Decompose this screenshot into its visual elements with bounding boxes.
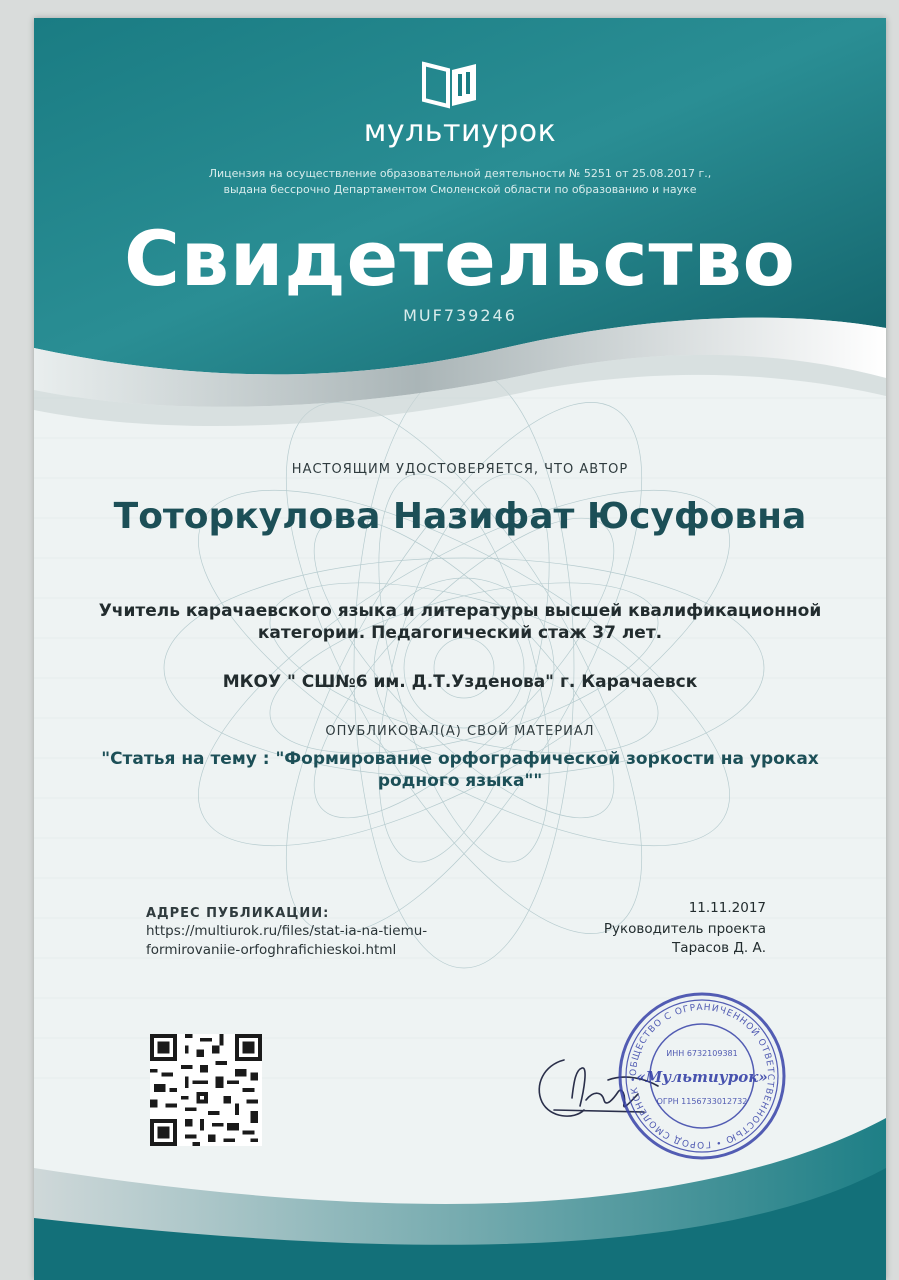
certificate-sheet bbox=[34, 18, 886, 1280]
license-line-2: выдана бессрочно Департаментом Смоленской области по образованию и науке bbox=[223, 183, 697, 196]
stamp-ring-text: ОБЩЕСТВО С ОГРАНИЧЕННОЙ ОТВЕТСТВЕННОСТЬЮ • ГОРОД СМОЛЕНСК • bbox=[628, 1002, 776, 1150]
school-name: МКОУ " СШ№6 им. Д.Т.Узденова" г. Карачаевск bbox=[222, 672, 698, 692]
signatory-name: Тарасов Д. А. bbox=[672, 940, 766, 956]
qr-code-icon bbox=[150, 1034, 262, 1146]
position-line-2: категории. Педагогический стаж 37 лет. bbox=[257, 623, 663, 643]
license-line-1: Лицензия на осуществление образовательной деятельности № 5251 от 25.08.2017 г., bbox=[208, 167, 712, 180]
author-name: Тоторкулова Назифат Юсуфовна bbox=[113, 496, 807, 537]
signatory bbox=[604, 920, 766, 958]
open-book-icon bbox=[420, 58, 480, 110]
url-line-2: formirovaniie-orfoghrafichieskoi.html bbox=[146, 942, 397, 958]
license-text bbox=[34, 166, 886, 198]
stamp-center-text: «Мультиурок» bbox=[636, 1068, 768, 1086]
certify-text: НАСТОЯЩИМ УДОСТОВЕРЯЕТСЯ, ЧТО АВТОР bbox=[291, 462, 629, 477]
material-line-1: "Статья на тему : "Формирование орфографической зоркости на уроках bbox=[101, 749, 819, 769]
material-title bbox=[94, 748, 826, 792]
material-line-2: родного языка"" bbox=[377, 771, 543, 791]
stamp-seal-icon bbox=[616, 990, 788, 1162]
brand-name: мультиурок bbox=[363, 114, 557, 149]
url-line-1: https://multiurok.ru/files/stat-ia-na-tiemu- bbox=[146, 923, 428, 939]
published-label: ОПУБЛИКОВАЛ(А) СВОЙ МАТЕРИАЛ bbox=[325, 724, 595, 739]
certificate-title: Свидетельство bbox=[124, 214, 796, 303]
publication-url[interactable] bbox=[146, 922, 566, 960]
signatory-role: Руководитель проекта bbox=[603, 921, 766, 937]
issue-date: 11.11.2017 bbox=[688, 900, 766, 916]
position-line-1: Учитель карачаевского языка и литературы высшей квалификационной bbox=[98, 601, 822, 621]
stamp-inn: ИНН 6732109381 bbox=[666, 1049, 738, 1058]
publication-address-label: АДРЕС ПУБЛИКАЦИИ: bbox=[146, 906, 330, 921]
author-position bbox=[94, 600, 826, 644]
certificate-id: MUF739246 bbox=[403, 306, 517, 325]
stamp-ogrn: ОГРН 1156733012732 bbox=[656, 1097, 748, 1106]
